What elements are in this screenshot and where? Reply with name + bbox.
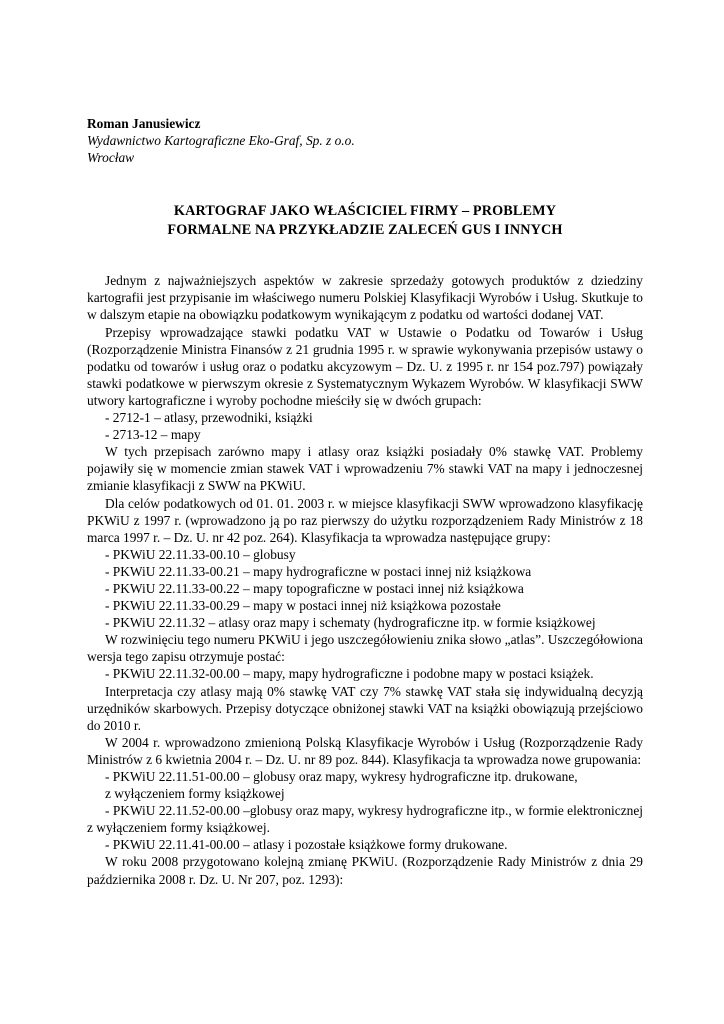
- author-name: Roman Janusiewicz: [87, 116, 201, 131]
- author-affiliation: Wydawnictwo Kartograficzne Eko-Graf, Sp. z o.o.: [87, 133, 355, 149]
- list-item: - PKWiU 22.11.52-00.00 –globusy oraz mapy, wykresy hydrograficzne itp., w formie elektronicznej z wyłączeniem formy książkowej.: [87, 803, 643, 836]
- paragraph-3: W tych przepisach zarówno mapy i atlasy oraz książki posiadały 0% stawkę VAT. Problemy pojawiły się w momencie zmian stawek VAT i wprowadzeniu 7% stawki VAT na mapy i jednoczesnej zmianie klasyfikacji z SWW na PKWiU.: [87, 444, 643, 494]
- list-item: - PKWiU 22.11.33-00.21 – mapy hydrograficzne w postaci innej niż książkowa: [105, 563, 532, 579]
- list-item: - PKWiU 22.11.33-00.29 – mapy w postaci innej niż książkowa pozostałe: [105, 598, 501, 614]
- title-line-2: FORMALNE NA PRZYKŁADZIE ZALECEŃ GUS I INNYCH: [167, 222, 563, 239]
- list-item: - PKWiU 22.11.33-00.10 – globusy: [105, 546, 296, 562]
- list-item: - PKWiU 22.11.32 – atlasy oraz mapy i schematy (hydrograficzne itp. w formie książkowej: [105, 615, 596, 631]
- document-body: [87, 272, 643, 887]
- list-item: - PKWiU 22.11.41-00.00 – atlasy i pozostałe książkowe formy drukowane.: [105, 837, 508, 853]
- list-item: - 2712-1 – atlasy, przewodniki, książki: [105, 410, 313, 426]
- list-item: - PKWiU 22.11.33-00.22 – mapy topograficzne w postaci innej niż książkowa: [105, 580, 524, 596]
- paragraph-4: Dla celów podatkowych od 01. 01. 2003 r. w miejsce klasyfikacji SWW wprowadzono klasyfikację PKWiU z 1997 r. (wprowadzono ją po raz pierwszy do użytku rozporządzeniem Rady Ministrów z 18 marca 1997 r. – Dz. U. nr 42 poz. 264). Klasyfikacja ta wprowadza następujące grupy:: [87, 495, 643, 545]
- paragraph-2: Przepisy wprowadzające stawki podatku VAT w Ustawie o Podatku od Towarów i Usług (Rozporządzenie Ministra Finansów z 21 grudnia 1995 r. w sprawie wykonywania przepisów ustawy o podatku od towarów i usług oraz o podatku akcyzowym – Dz. U. z 1995 r. nr 154 poz.797) powiązały stawki podatkowe w pierwszym okresie z Systematycznym Wykazem Wyrobów. W klasyfikacji SWW utwory kartograficzne i wyroby pochodne mieściły się w dwóch grupach:: [87, 324, 643, 408]
- list-item: - PKWiU 22.11.51-00.00 – globusy oraz mapy, wykresy hydrograficzne itp. drukowane,: [105, 769, 578, 784]
- document-page: [87, 115, 643, 888]
- paragraph-7: W 2004 r. wprowadzono zmienioną Polską Klasyfikacje Wyrobów i Usług (Rozporządzenie Rady Ministrów z 6 kwietnia 2004 r. – Dz. U. nr 89 poz. 844). Klasyfikacja ta wprowadza nowe grupowania:: [87, 734, 643, 767]
- document-title: [87, 202, 643, 240]
- paragraph-6: Interpretacja czy atlasy mają 0% stawkę VAT czy 7% stawkę VAT stała się indywidualną decyzją urzędników skarbowych. Przepisy dotyczące obniżonej stawki VAT na książki obowiązują przejściowo do 2010 r.: [87, 683, 643, 733]
- paragraph-8: W roku 2008 przygotowano kolejną zmianę PKWiU. (Rozporządzenie Rady Ministrów z dnia 29 października 2008 r. Dz. U. Nr 207, poz. 1293):: [87, 854, 643, 887]
- title-line-1: KARTOGRAF JAKO WŁAŚCICIEL FIRMY – PROBLEMY: [173, 203, 557, 220]
- paragraph-5: W rozwinięciu tego numeru PKWiU i jego uszczegółowieniu znika słowo „atlas”. Uszczegółowiona wersja tego zapisu otrzymuje postać:: [87, 632, 643, 665]
- list-item-continuation: z wyłączeniem formy książkowej: [105, 786, 285, 802]
- list-item: - 2713-12 – mapy: [105, 427, 201, 443]
- list-item: - PKWiU 22.11.32-00.00 – mapy, mapy hydrograficzne i podobne mapy w postaci książek.: [105, 666, 594, 682]
- author-city: Wrocław: [87, 150, 135, 166]
- paragraph-1: Jednym z najważniejszych aspektów w zakresie sprzedaży gotowych produktów z dziedziny kartografii jest przypisanie im właściwego numeru Polskiej Klasyfikacji Wyrobów i Usług. Skutkuje to w dalszym etapie na obowiązku podatkowym wynikającym z podatku od wartości dodanej VAT.: [87, 273, 643, 323]
